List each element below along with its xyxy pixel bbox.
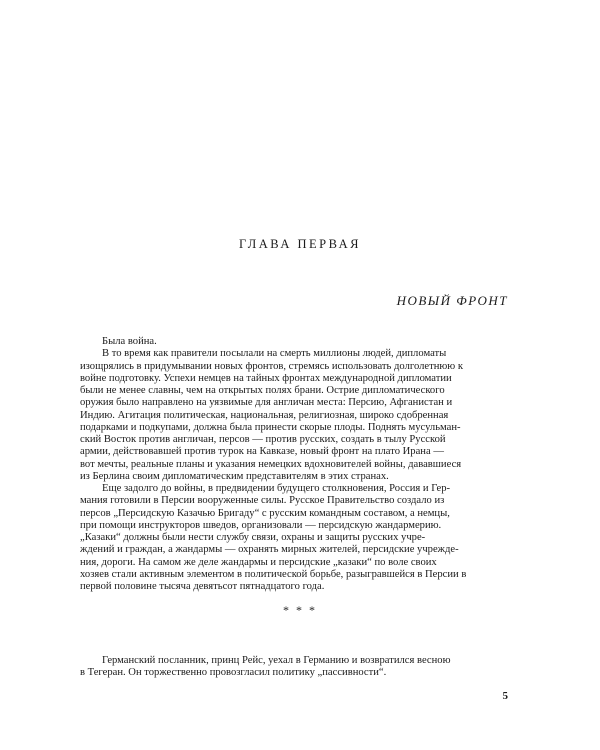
text-line: „Казаки“ должны были нести службу связи, охраны и защиты русских учре-	[80, 532, 426, 543]
text-line: при помощи инструкторов шведов, организовали — персидскую жандармерию.	[80, 519, 442, 531]
text-line: хозяев стали активным элементом в политической борьбе, разыгравшейся в Персии в	[80, 568, 467, 580]
text-line: первой половине тысяча девятьсот пятнадцатого года.	[80, 581, 325, 592]
text-line: ждений и граждан, а жандармы — охранять мирных жителей, персидские учрежде-	[80, 544, 459, 556]
second-text-block	[80, 655, 520, 680]
text-line: мания готовили в Персии вооруженные силы. Русское Правительство создало из	[80, 495, 445, 507]
text-line: были не менее славны, чем на открытых полях брани. Острие дипломатического	[80, 385, 445, 396]
text-line: В то время как правители посылали на смерть миллионы людей, дипломаты	[102, 348, 447, 360]
text-line: вот мечты, реальные планы и указания немецких вдохновителей войны, дававшиеся	[80, 458, 462, 470]
main-text-block	[80, 336, 520, 593]
text-line: изощрялись в придумывании новых фронтов, стремясь использовать долголетнюю к	[80, 360, 464, 372]
text-line: персов „Персидскую Казачью Бригаду“ с русским командным составом, а немцы,	[80, 507, 450, 519]
chapter-title: НОВЫЙ ФРОНТ	[396, 293, 508, 308]
text-line: армии, действовавшей против турок на Кавказе, новый фронт на плато Ирана —	[80, 446, 444, 458]
section-separator: * * *	[283, 603, 317, 617]
text-line: в Тегеран. Он торжественно провозгласил политику „пассивности“.	[80, 667, 387, 679]
text-line: Германский посланник, принц Рейс, уехал в Германию и возвратился весною	[102, 655, 451, 666]
text-line: Была война.	[102, 336, 157, 347]
text-line: из Берлина своим дипломатическим представителям в этих странах.	[80, 470, 389, 482]
chapter-heading: ГЛАВА ПЕРВАЯ	[238, 237, 362, 251]
text-line: ский Восток против англичан, персов — против русских, создать в тылу Русской	[80, 434, 446, 445]
text-line: ния, дороги. На самом же деле жандармы и персидские „казаки“ по воле своих	[80, 556, 437, 568]
page-number: 5	[502, 690, 508, 702]
text-line: Еще задолго до войны, в предвидении будущего столкновения, Россия и Гер-	[102, 483, 451, 494]
text-line: войне подготовку. Успехи немцев на тайных фронтах международной дипломатии	[80, 372, 452, 384]
text-line: Индию. Агитация политическая, национальная, религиозная, широко сдобренная	[80, 409, 449, 421]
text-line: подарками и подкупами, должна была принести скорые плоды. Поднять мусульман-	[80, 421, 461, 433]
text-line: оружия было направлено на уязвимые для англичан места: Персию, Афганистан и	[80, 397, 453, 409]
